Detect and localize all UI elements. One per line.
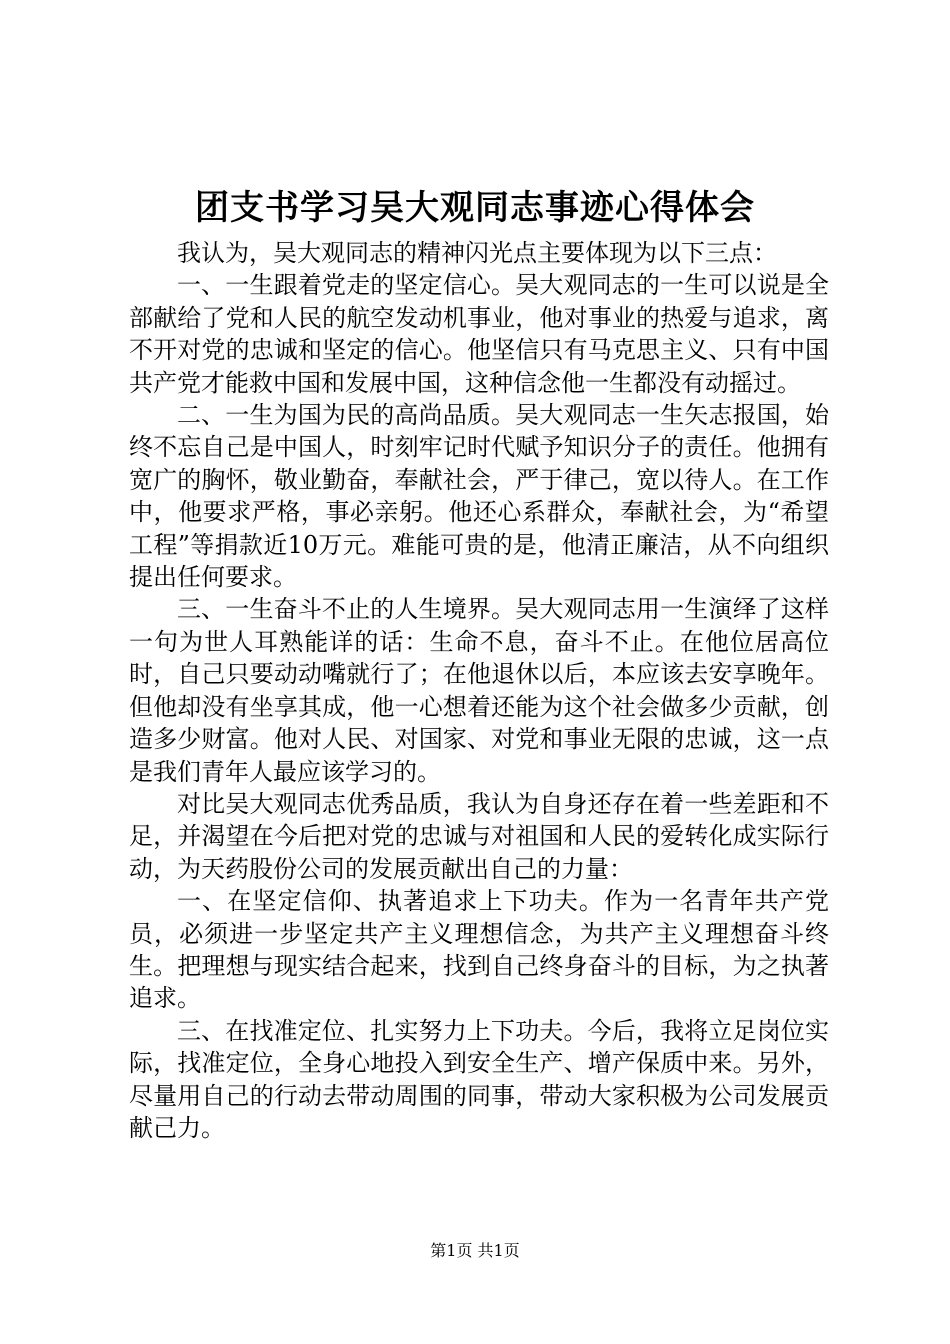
paragraph-reflection: 对比吴大观同志优秀品质，我认为自身还存在着一些差距和不足，并渴望在今后把对党的忠诚与对祖国和人民的爱转化成实际行动，为天药股份公司的发展贡献出自己的力量： <box>129 789 829 883</box>
paragraph-action-3: 三、在找准定位、扎实努力上下功夫。今后，我将立足岗位实际，找准定位，全身心地投入到安全生产、增产保质中来。另外，尽量用自己的行动去带动周围的同事，带动大家积极为公司发展贡献己力。 <box>129 1016 829 1142</box>
paragraph-point-2: 二、一生为国为民的高尚品质。吴大观同志一生矢志报国，始终不忘自己是中国人，时刻牢记时代赋予知识分子的责任。他拥有宽广的胸怀，敬业勤奋，奉献社会，严于律己，宽以待人。在工作中，他要求严格，事必亲躬。他还心系群众，奉献社会，为“希望工程”等捐款近10万元。难能可贵的是，他清正廉洁，从不向组织提出任何要求。 <box>129 401 829 592</box>
paragraph-action-1: 一、在坚定信仰、执著追求上下功夫。作为一名青年共产党员，必须进一步坚定共产主义理想信念，为共产主义理想奋斗终生。把理想与现实结合起来，找到自己终身奋斗的目标，为之执著追求。 <box>129 887 829 1013</box>
paragraph-point-3: 三、一生奋斗不止的人生境界。吴大观同志用一生演绎了这样一句为世人耳熟能详的话：生命不息，奋斗不止。在他位居高位时，自己只要动动嘴就行了；在他退休以后，本应该去安享晚年。但他却没有坐享其成，他一心想着还能为这个社会做多少贡献，创造多少财富。他对人民、对国家、对党和事业无限的忠诚，这一点是我们青年人最应该学习的。 <box>129 595 829 786</box>
paragraph-point-1: 一、一生跟着党走的坚定信心。吴大观同志的一生可以说是全部献给了党和人民的航空发动机事业，他对事业的热爱与追求，离不开对党的忠诚和坚定的信心。他坚信只有马克思主义、只有中国共产党才能救中国和发展中国，这种信念他一生都没有动摇过。 <box>129 271 829 397</box>
page-footer: 第1页 共1页 <box>430 1241 520 1260</box>
paragraph-intro: 我认为，吴大观同志的精神闪光点主要体现为以下三点： <box>177 239 777 267</box>
document-title: 团支书学习吴大观同志事迹心得体会 <box>195 188 755 228</box>
document-body <box>129 237 829 1144</box>
